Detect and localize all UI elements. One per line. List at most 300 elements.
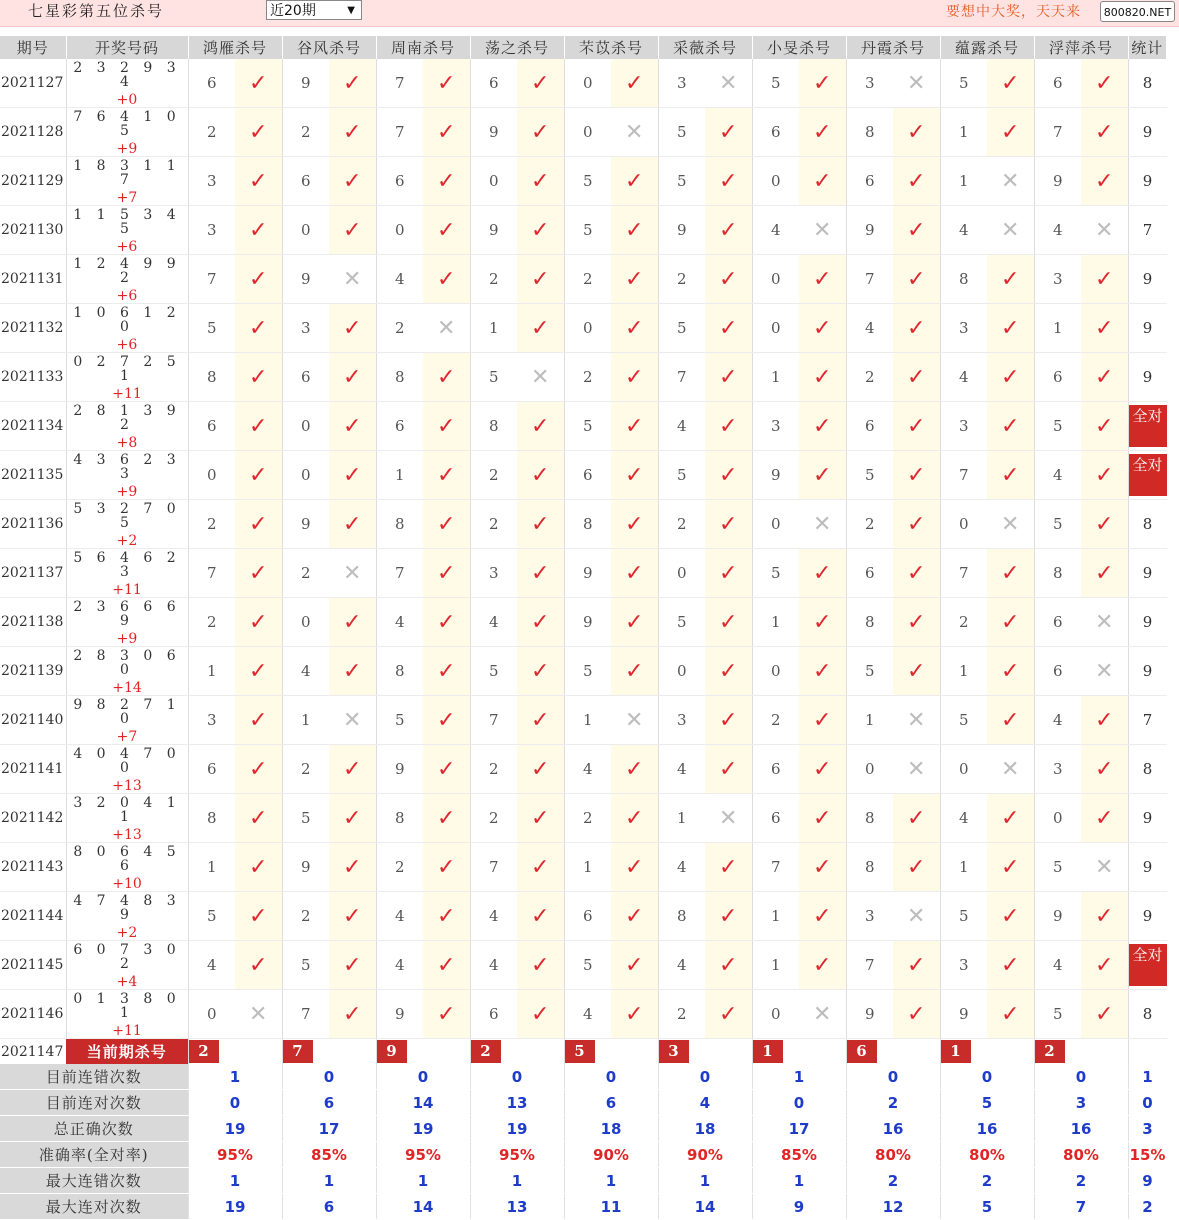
draw-sum: +0 [116,92,138,108]
kill-number: 7 [282,990,329,1039]
kill-number: 6 [470,990,517,1039]
check-mark-icon: ✓ [987,255,1034,304]
kill-number: 2 [376,843,423,892]
check-mark-icon: ✓ [517,647,564,696]
kill-number: 2 [470,500,517,549]
check-mark-icon: ✓ [705,255,752,304]
kill-number: 4 [658,745,705,794]
draw-digits: 2 8 3 0 6 0 [73,648,181,678]
check-mark-icon: ✓ [987,647,1034,696]
check-mark-icon: ✓ [423,696,470,745]
check-mark-icon: ✓ [705,206,752,255]
draw-cell [66,353,188,402]
check-mark-icon: ✓ [517,941,564,990]
check-mark-icon: ✓ [705,892,752,941]
kill-number: 5 [188,892,235,941]
check-mark-icon: ✓ [893,353,940,402]
row-stat: 8 [1128,59,1167,108]
draw-digits: 1 1 5 3 4 5 [73,207,181,237]
check-mark-icon: ✓ [799,255,846,304]
summary-value: 16 [1034,1116,1128,1142]
summary-value: 17 [752,1116,846,1142]
issue-number: 2021142 [0,794,66,843]
kill-number: 4 [658,843,705,892]
period-select-value: 近20期 [270,3,316,19]
check-mark-icon: ✓ [705,745,752,794]
cross-mark-icon: ✕ [329,255,376,304]
kill-number: 6 [188,59,235,108]
issue-number: 2021129 [0,157,66,206]
summary-value: 1 [376,1168,470,1194]
check-mark-icon: ✓ [987,941,1034,990]
check-mark-icon: ✓ [1081,108,1128,157]
check-mark-icon: ✓ [893,794,940,843]
kill-number: 2 [470,794,517,843]
check-mark-icon: ✓ [987,794,1034,843]
kill-number: 8 [470,402,517,451]
summary-value: 0 [1034,1064,1128,1090]
current-kill-number: 1 [753,1040,783,1063]
check-mark-icon: ✓ [1081,990,1128,1039]
kill-number: 9 [846,990,893,1039]
kill-number: 1 [940,647,987,696]
table-row [0,59,1167,108]
header-row [0,36,1167,59]
summary-value: 6 [282,1090,376,1116]
kill-number: 4 [1034,696,1081,745]
check-mark-icon: ✓ [329,794,376,843]
summary-value: 9 [1128,1168,1167,1194]
cross-mark-icon: ✕ [1081,647,1128,696]
kill-number: 9 [282,843,329,892]
kill-number: 9 [282,255,329,304]
check-mark-icon: ✓ [1081,696,1128,745]
check-mark-icon: ✓ [611,500,658,549]
kill-number: 7 [940,451,987,500]
summary-value: 1 [188,1168,282,1194]
check-mark-icon: ✓ [235,206,282,255]
check-mark-icon: ✓ [423,451,470,500]
kill-number: 4 [282,647,329,696]
table-row [0,549,1167,598]
check-mark-icon: ✓ [799,843,846,892]
kill-number: 2 [470,255,517,304]
draw-sum: +2 [116,533,138,549]
kill-number: 2 [282,892,329,941]
kill-number: 9 [564,549,611,598]
table-row [0,157,1167,206]
kill-number: 1 [470,304,517,353]
kill-number: 1 [658,794,705,843]
all-correct-badge: 全对 [1129,405,1167,447]
dropdown-arrow-icon: ▼ [347,5,355,16]
draw-cell [66,794,188,843]
draw-digits: 8 0 6 4 5 6 [73,844,181,874]
kill-number: 2 [658,500,705,549]
check-mark-icon: ✓ [517,304,564,353]
check-mark-icon: ✓ [799,451,846,500]
kill-number: 2 [470,745,517,794]
kill-number: 9 [282,59,329,108]
kill-number: 3 [1034,745,1081,794]
summary-row [0,1194,1167,1220]
check-mark-icon: ✓ [705,647,752,696]
kill-number: 5 [564,402,611,451]
check-mark-icon: ✓ [423,794,470,843]
check-mark-icon: ✓ [799,696,846,745]
check-mark-icon: ✓ [235,843,282,892]
draw-sum: +13 [112,778,142,794]
draw-digits: 4 3 6 2 3 3 [73,452,181,482]
check-mark-icon: ✓ [799,549,846,598]
check-mark-icon: ✓ [611,745,658,794]
check-mark-icon: ✓ [611,549,658,598]
check-mark-icon: ✓ [329,206,376,255]
kill-number: 7 [376,59,423,108]
check-mark-icon: ✓ [799,647,846,696]
kill-number: 3 [470,549,517,598]
check-mark-icon: ✓ [893,402,940,451]
kill-number: 4 [940,794,987,843]
site-logo[interactable]: 800820.NET [1100,1,1175,22]
kill-number: 5 [282,794,329,843]
kill-number: 6 [188,745,235,794]
check-mark-icon: ✓ [705,353,752,402]
check-mark-icon: ✓ [423,500,470,549]
draw-cell [66,598,188,647]
draw-digits: 0 1 3 8 0 1 [73,991,181,1021]
column-header-expert: 谷风杀号 [282,36,376,59]
issue-number: 2021143 [0,843,66,892]
check-mark-icon: ✓ [705,598,752,647]
kill-number: 3 [658,696,705,745]
check-mark-icon: ✓ [611,255,658,304]
table-row [0,990,1167,1039]
check-mark-icon: ✓ [611,647,658,696]
kill-number: 6 [752,108,799,157]
kill-number: 9 [1034,157,1081,206]
draw-sum: +2 [116,925,138,941]
check-mark-icon: ✓ [987,353,1034,402]
kill-number: 0 [564,59,611,108]
kill-number: 7 [846,941,893,990]
draw-sum: +7 [116,190,138,206]
issue-number: 2021141 [0,745,66,794]
kill-number: 4 [658,402,705,451]
column-header-stat: 统计 [1128,36,1167,59]
table-row [0,255,1167,304]
kill-number: 3 [1034,255,1081,304]
summary-value: 2 [846,1090,940,1116]
check-mark-icon: ✓ [423,647,470,696]
kill-number: 2 [188,598,235,647]
check-mark-icon: ✓ [987,304,1034,353]
kill-number: 4 [376,255,423,304]
kill-number: 4 [376,941,423,990]
kill-number: 9 [470,206,517,255]
check-mark-icon: ✓ [893,255,940,304]
check-mark-icon: ✓ [517,451,564,500]
check-mark-icon: ✓ [611,402,658,451]
kill-number: 4 [752,206,799,255]
check-mark-icon: ✓ [611,304,658,353]
period-select[interactable] [266,0,362,20]
check-mark-icon: ✓ [517,892,564,941]
table-row [0,843,1167,892]
kill-number: 9 [940,990,987,1039]
check-mark-icon: ✓ [329,892,376,941]
kill-number: 1 [188,647,235,696]
current-kill-cell [282,1039,376,1065]
draw-sum: +9 [116,141,138,157]
cross-mark-icon: ✕ [423,304,470,353]
check-mark-icon: ✓ [705,304,752,353]
cross-mark-icon: ✕ [517,353,564,402]
check-mark-icon: ✓ [611,941,658,990]
kill-number: 9 [752,451,799,500]
cross-mark-icon: ✕ [611,696,658,745]
summary-label: 总正确次数 [0,1116,188,1142]
check-mark-icon: ✓ [517,549,564,598]
draw-cell [66,255,188,304]
check-mark-icon: ✓ [987,59,1034,108]
check-mark-icon: ✓ [705,843,752,892]
kill-number: 8 [188,353,235,402]
row-stat: 7 [1128,696,1167,745]
draw-digits: 2 3 2 9 3 4 [73,60,181,90]
check-mark-icon: ✓ [987,402,1034,451]
check-mark-icon: ✓ [1081,59,1128,108]
kill-number: 2 [564,353,611,402]
check-mark-icon: ✓ [611,59,658,108]
kill-number: 5 [470,353,517,402]
kill-number: 5 [940,696,987,745]
draw-cell [66,402,188,451]
check-mark-icon: ✓ [893,108,940,157]
kill-number: 5 [658,304,705,353]
draw-digits: 1 8 3 1 1 7 [73,158,181,188]
kill-number: 2 [188,108,235,157]
table-row [0,696,1167,745]
summary-value: 12 [846,1194,940,1220]
kill-number: 5 [1034,500,1081,549]
check-mark-icon: ✓ [893,304,940,353]
check-mark-icon: ✓ [987,843,1034,892]
kill-number: 0 [752,990,799,1039]
kill-number: 4 [1034,941,1081,990]
cross-mark-icon: ✕ [705,794,752,843]
draw-cell [66,647,188,696]
kill-number: 6 [846,402,893,451]
summary-value: 3 [1128,1116,1167,1142]
check-mark-icon: ✓ [893,157,940,206]
kill-number: 2 [658,990,705,1039]
current-kill-cell [658,1039,752,1065]
draw-sum: +7 [116,729,138,745]
check-mark-icon: ✓ [799,745,846,794]
kill-number: 5 [658,108,705,157]
kill-number: 0 [940,500,987,549]
kill-number: 5 [470,647,517,696]
kill-number: 4 [846,304,893,353]
check-mark-icon: ✓ [893,647,940,696]
check-mark-icon: ✓ [799,304,846,353]
check-mark-icon: ✓ [799,941,846,990]
table-row [0,941,1167,990]
row-stat: 9 [1128,353,1167,402]
kill-number: 0 [846,745,893,794]
current-kill-number: 3 [659,1040,689,1063]
check-mark-icon: ✓ [987,598,1034,647]
summary-label: 最大连对次数 [0,1194,188,1220]
summary-label: 最大连错次数 [0,1168,188,1194]
kill-number-table [0,36,1167,1220]
cross-mark-icon: ✕ [987,745,1034,794]
cross-mark-icon: ✕ [1081,206,1128,255]
check-mark-icon: ✓ [423,941,470,990]
kill-number: 1 [564,843,611,892]
kill-number: 3 [846,59,893,108]
current-kill-number: 6 [847,1040,877,1063]
kill-number: 3 [940,304,987,353]
summary-value: 1 [470,1168,564,1194]
check-mark-icon: ✓ [799,59,846,108]
check-mark-icon: ✓ [705,941,752,990]
summary-row [0,1142,1167,1168]
table-row [0,500,1167,549]
kill-number: 6 [376,157,423,206]
kill-number: 3 [752,402,799,451]
row-stat: 9 [1128,647,1167,696]
check-mark-icon: ✓ [235,451,282,500]
kill-number: 6 [752,794,799,843]
current-stat-empty [1128,1039,1167,1065]
cross-mark-icon: ✕ [329,549,376,598]
kill-number: 2 [282,745,329,794]
kill-number: 5 [564,941,611,990]
kill-number: 2 [846,353,893,402]
check-mark-icon: ✓ [705,696,752,745]
check-mark-icon: ✓ [423,206,470,255]
issue-number: 2021132 [0,304,66,353]
kill-number: 7 [658,353,705,402]
summary-row [0,1116,1167,1142]
check-mark-icon: ✓ [611,206,658,255]
check-mark-icon: ✓ [611,598,658,647]
all-correct-badge: 全对 [1129,944,1167,986]
kill-number: 1 [282,696,329,745]
draw-sum: +4 [116,974,138,990]
draw-sum: +9 [116,631,138,647]
current-kill-number: 2 [471,1040,501,1063]
issue-number: 2021140 [0,696,66,745]
issue-number: 2021130 [0,206,66,255]
cross-mark-icon: ✕ [893,696,940,745]
summary-value: 13 [470,1194,564,1220]
check-mark-icon: ✓ [705,402,752,451]
summary-value: 80% [1034,1142,1128,1168]
table-row [0,206,1167,255]
kill-number: 6 [846,157,893,206]
kill-number: 3 [940,402,987,451]
kill-number: 7 [470,843,517,892]
summary-value: 13 [470,1090,564,1116]
check-mark-icon: ✓ [423,598,470,647]
kill-number: 5 [658,451,705,500]
check-mark-icon: ✓ [987,451,1034,500]
kill-number: 4 [940,206,987,255]
check-mark-icon: ✓ [987,108,1034,157]
draw-sum: +6 [116,337,138,353]
kill-number: 1 [752,892,799,941]
kill-number: 4 [564,990,611,1039]
check-mark-icon: ✓ [423,745,470,794]
summary-value: 7 [1034,1194,1128,1220]
draw-cell [66,304,188,353]
check-mark-icon: ✓ [517,794,564,843]
issue-number: 2021138 [0,598,66,647]
current-kill-number: 5 [565,1040,595,1063]
kill-number: 1 [564,696,611,745]
summary-value: 0 [846,1064,940,1090]
check-mark-icon: ✓ [705,500,752,549]
kill-number: 3 [940,941,987,990]
issue-number: 2021136 [0,500,66,549]
current-issue-number: 2021147 [1,1043,64,1060]
check-mark-icon: ✓ [329,941,376,990]
kill-number: 1 [752,353,799,402]
row-stat: 8 [1128,990,1167,1039]
summary-value: 90% [658,1142,752,1168]
kill-number: 8 [940,255,987,304]
check-mark-icon: ✓ [235,59,282,108]
cross-mark-icon: ✕ [987,157,1034,206]
kill-number: 1 [188,843,235,892]
check-mark-icon: ✓ [1081,500,1128,549]
check-mark-icon: ✓ [705,157,752,206]
draw-digits: 3 2 0 4 1 1 [73,795,181,825]
kill-number: 7 [1034,108,1081,157]
check-mark-icon: ✓ [329,353,376,402]
check-mark-icon: ✓ [423,59,470,108]
check-mark-icon: ✓ [423,108,470,157]
kill-number: 1 [846,696,893,745]
cross-mark-icon: ✕ [893,59,940,108]
draw-sum: +9 [116,484,138,500]
kill-number: 0 [188,990,235,1039]
check-mark-icon: ✓ [799,598,846,647]
check-mark-icon: ✓ [235,647,282,696]
draw-digits: 0 2 7 2 5 1 [73,354,181,384]
check-mark-icon: ✓ [423,402,470,451]
row-stat [1128,451,1167,500]
check-mark-icon: ✓ [517,696,564,745]
summary-value: 19 [376,1116,470,1142]
check-mark-icon: ✓ [1081,549,1128,598]
draw-sum: +11 [112,1023,142,1039]
check-mark-icon: ✓ [517,402,564,451]
table-row [0,304,1167,353]
all-correct-badge: 全对 [1129,454,1167,496]
kill-number: 4 [1034,206,1081,255]
summary-value: 9 [752,1194,846,1220]
kill-number: 5 [1034,990,1081,1039]
check-mark-icon: ✓ [517,255,564,304]
kill-number: 1 [752,598,799,647]
cross-mark-icon: ✕ [799,500,846,549]
kill-number: 5 [376,696,423,745]
summary-value: 6 [282,1194,376,1220]
